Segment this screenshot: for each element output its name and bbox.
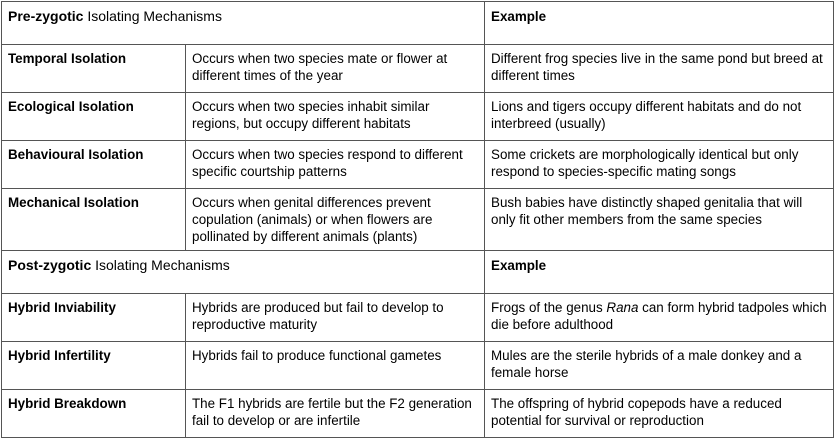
mechanism-description: Occurs when genital differences prevent copulation (animals) or when flowers are pollinated by different animals (plants): [186, 189, 485, 251]
mechanism-description: Hybrids are produced but fail to develop to reproductive maturity: [186, 294, 485, 342]
mechanism-example: Lions and tigers occupy different habitats and do not interbreed (usually): [485, 93, 834, 141]
mechanism-name: Ecological Isolation: [2, 93, 186, 141]
pre-zygotic-header-row: [2, 2, 834, 45]
post-zygotic-title: Post-zygotic Isolating Mechanisms: [2, 251, 485, 294]
mechanism-name: Hybrid Infertility: [2, 342, 186, 390]
mechanism-description: Hybrids fail to produce functional gametes: [186, 342, 485, 390]
table-row: [2, 342, 834, 390]
mechanism-example: Mules are the sterile hybrids of a male donkey and a female horse: [485, 342, 834, 390]
mechanism-example: The offspring of hybrid copepods have a reduced potential for survival or reproduction: [485, 390, 834, 438]
mechanism-example: Bush babies have distinctly shaped genitalia that will only fit other members from the same species: [485, 189, 834, 251]
post-zygotic-header-row: [2, 251, 834, 294]
mechanism-description: Occurs when two species mate or flower at different times of the year: [186, 45, 485, 93]
table-row: [2, 390, 834, 438]
mechanism-name: Mechanical Isolation: [2, 189, 186, 251]
mechanism-example: Some crickets are morphologically identical but only respond to species-specific mating songs: [485, 141, 834, 189]
pre-zygotic-title: Pre-zygotic Isolating Mechanisms: [2, 2, 485, 45]
post-zygotic-example-header: Example: [485, 251, 834, 294]
table-row: [2, 189, 834, 251]
isolating-mechanisms-table: [1, 1, 834, 438]
mechanism-name: Behavioural Isolation: [2, 141, 186, 189]
table-row: [2, 93, 834, 141]
mechanism-name: Hybrid Breakdown: [2, 390, 186, 438]
mechanism-description: The F1 hybrids are fertile but the F2 generation fail to develop or are infertile: [186, 390, 485, 438]
table-row: [2, 45, 834, 93]
pre-zygotic-example-header: Example: [485, 2, 834, 45]
mechanism-name: Temporal Isolation: [2, 45, 186, 93]
table-row: [2, 294, 834, 342]
table-row: [2, 141, 834, 189]
mechanism-description: Occurs when two species respond to different specific courtship patterns: [186, 141, 485, 189]
mechanism-name: Hybrid Inviability: [2, 294, 186, 342]
mechanism-example: Different frog species live in the same pond but breed at different times: [485, 45, 834, 93]
mechanism-description: Occurs when two species inhabit similar regions, but occupy different habitats: [186, 93, 485, 141]
mechanism-example: Frogs of the genus Rana can form hybrid tadpoles which die before adulthood: [485, 294, 834, 342]
